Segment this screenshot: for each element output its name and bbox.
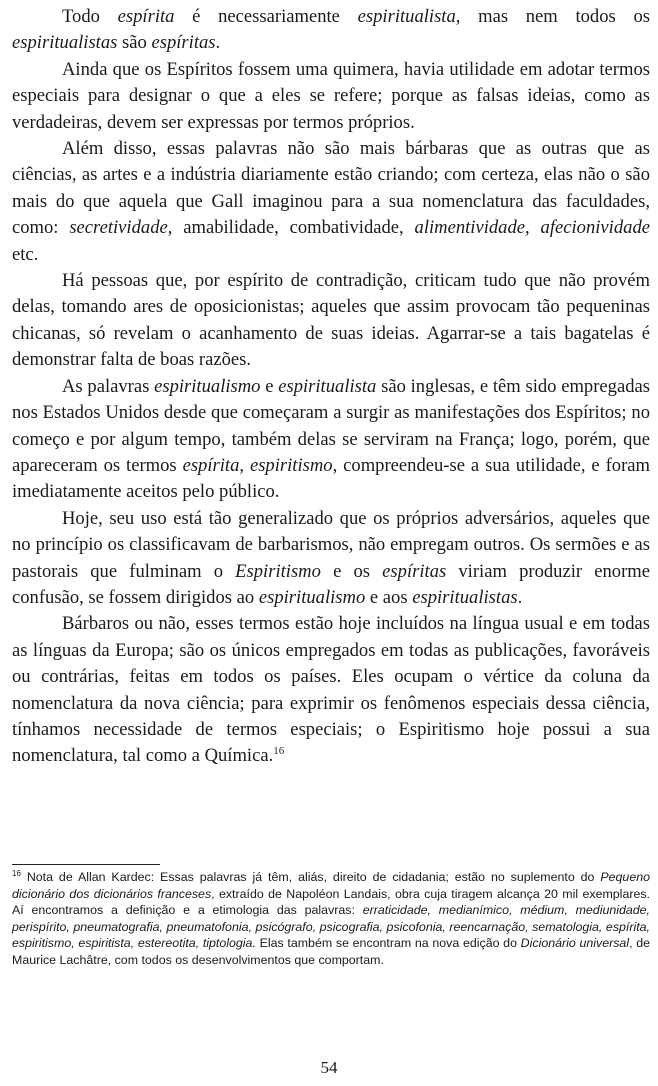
italic-term: espiritualistas (12, 32, 118, 54)
text-run: . (517, 586, 523, 608)
footnote-reference: 16 (273, 745, 285, 758)
paragraph (12, 57, 650, 136)
italic-term: erraticidade, medianímico, médium, mediunidade, perispírito, pneumatografia, pneumatofonia, psicógrafo, psicografia, psicofonia, reencarnação, sematologia, espírita, espiritismo, espiritista, estereotita, tiptologia. (12, 903, 650, 951)
paragraph (12, 4, 650, 57)
text-run: Ainda que os Espíritos fossem uma quimera, havia utilidade em adotar termos especiais para designar o que a eles se refere; porque as falsas ideias, como as verdadeiras, devem ser expressas por termos próprios. (12, 58, 650, 133)
footnote (12, 869, 650, 969)
paragraph (12, 506, 650, 612)
italic-term: Pequeno dicionário dos dicionários franceses (12, 870, 650, 901)
body-text (12, 4, 650, 770)
text-run: são inglesas, e têm sido empregadas nos Estados Unidos desde que começaram a surgir as manifestações dos Espíritos; no começo e por algum tempo, também delas se serviram na França; logo, porém, que apareceram os termos (12, 375, 650, 476)
italic-term: espiritualismo (154, 375, 261, 397)
italic-term: secretividade (69, 217, 168, 239)
text-run: é necessariamente (174, 6, 358, 27)
page-number: 54 (320, 1058, 338, 1077)
italic-term: espíritas (382, 560, 447, 582)
italic-term: espiritualismo (258, 586, 366, 608)
text-run: , (525, 217, 541, 239)
italic-term: espírita (117, 6, 175, 27)
text-run: , mas nem todos os (455, 6, 650, 27)
text-run: Todo (62, 6, 118, 27)
footnote-rule (12, 864, 160, 865)
italic-term: alimentividade (414, 217, 526, 239)
text-run: Hoje, seu uso está tão generalizado que os próprios adversários, aqueles que no princípio os classificavam de barbarismos, não empregam outros. Os sermões e as pastorais que fulminam o (12, 507, 650, 582)
italic-term: Espiritismo (235, 560, 321, 582)
text-run: Há pessoas que, por espírito de contradição, criticam tudo que não provém delas, tomando ares de oposicionistas; aqueles que assim provocam tão pequeninas chicanas, só revelam o acanhamento de suas ideias. Agarrar-se a tais bagatelas é demonstrar falta de boas razões. (12, 270, 650, 371)
text-run: , amabilidade, combatividade, (167, 217, 415, 239)
text-run: viriam produzir enorme confusão, se fossem dirigidos ao (12, 560, 650, 608)
text-run: Nota de Allan Kardec: Essas palavras já têm, aliás, direito de cidadania; estão no suplemento do (20, 870, 601, 884)
text-run: Elas também se encontram na nova edição do (255, 936, 521, 951)
paragraph (12, 136, 650, 268)
text-run: e os (320, 560, 383, 582)
italic-term: espiritualista (278, 375, 377, 397)
text-run: . (215, 32, 221, 54)
italic-term: Dicionário universal (520, 936, 630, 951)
italic-term: espíritas (151, 32, 216, 54)
italic-term: afecionividade (540, 217, 650, 239)
italic-term: espiritualistas (412, 586, 518, 608)
text-run: etc. (12, 243, 39, 265)
paragraph (12, 374, 650, 506)
italic-term: espírita, espiritismo (182, 454, 333, 476)
paragraph (12, 611, 650, 769)
text-run: e (260, 375, 279, 397)
text-run: Além disso, essas palavras não são mais bárbaras que as outras que as ciências, as artes e a indústria diariamente estão criando; com certeza, elas não o são mais do que aquela que Gall imaginou para a sua nomenclatura das faculdades, como: (12, 138, 650, 239)
text-run: Bárbaros ou não, esses termos estão hoje incluídos na língua usual e em todas as línguas da Europa; são os únicos empregados em todas as publicações, favoráveis ou contrárias, feitas em todos os países. Eles ocupam o vértice da coluna da nomenclatura da nova ciência; para exprimir os fenômenos especiais dessa ciência, tínhamos necessidade de termos especiais; o Espiritismo hoje possui a sua nomenclatura, tal como a Química. (12, 613, 650, 767)
footnote-marker: 16 (12, 868, 21, 878)
text-run: As palavras (62, 375, 155, 397)
paragraph (12, 268, 650, 374)
text-run: e aos (365, 586, 413, 608)
text-run: , de Maurice Lachâtre, com todos os desenvolvimentos que comportam. (12, 936, 650, 967)
italic-term: espiritualista (357, 6, 456, 27)
text-run: , extraído de Napoléon Landais, obra cuja tiragem alcança 20 mil exemplares. Aí encontramos a definição e a etimologia das palavras: (12, 886, 650, 918)
text-run: são (117, 32, 152, 54)
text-run: , compreendeu-se a sua utilidade, e foram imediatamente aceitos pelo público. (12, 454, 650, 503)
